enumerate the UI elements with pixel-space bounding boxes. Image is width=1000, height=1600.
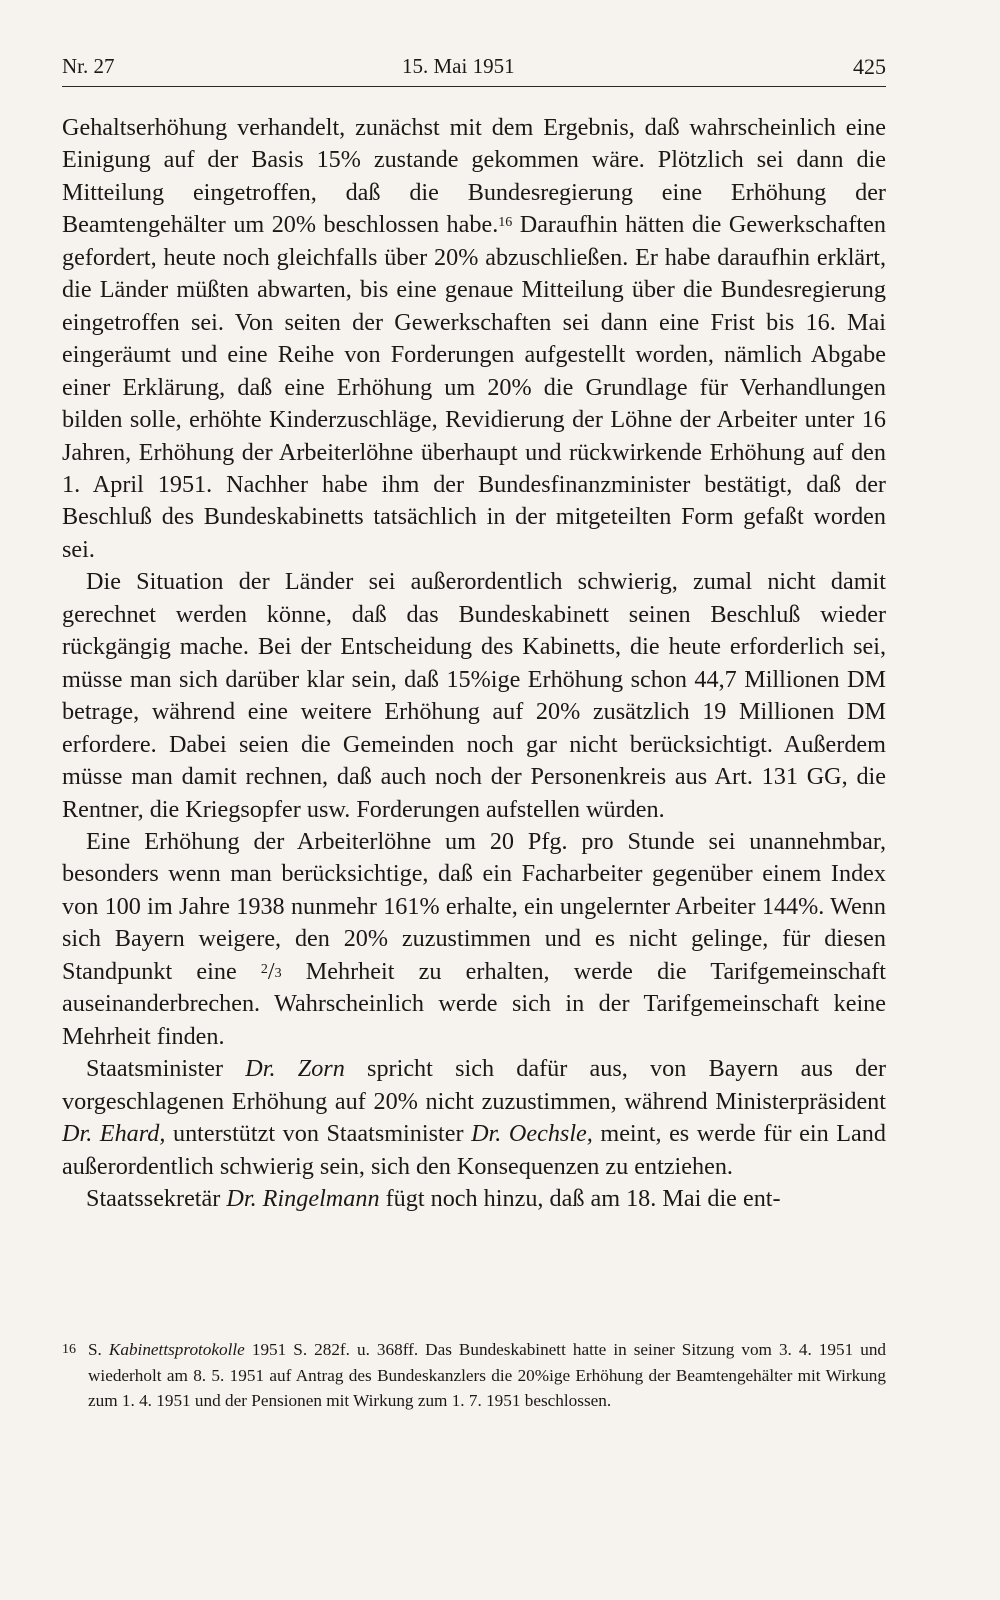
paragraph-3-text-a: Eine Erhöhung der Arbeiterlöhne um 20 Pfg. pro Stunde sei unannehmbar, besonders wenn man berücksichtige, daß ein Facharbeiter gegenüber einem Index von 100 im Jahre 1938 nunmehr 161% erhalte, ein ungelernter Arbeiter 144%. Wenn sich Bayern weigere, den 20% zuzustimmen und es nicht gelinge, für diesen Standpunkt eine [62, 827, 886, 985]
paragraph-2 [62, 566, 886, 826]
paragraph-4-text-c: unterstützt von Staatsminister [165, 1120, 472, 1148]
fraction-numerator: 2 [260, 961, 268, 977]
footnote-reference: 16 [498, 215, 513, 231]
paragraph-3 [62, 826, 886, 1053]
two-thirds-fraction [261, 959, 282, 985]
header-date: 15. Mai 1951 [402, 54, 515, 78]
fraction-denominator: 3 [274, 965, 282, 981]
footnote-text [88, 1337, 886, 1414]
paragraph-3-text-b: Mehrheit zu erhalten, werde die Tarifgemeinschaft auseinanderbrechen. Wahrscheinlich werde sich in der Tarifgemeinschaft keine Mehrheit finden. [62, 957, 886, 1050]
paragraph-2-text: Die Situation der Länder sei außerordentlich schwierig, zumal nicht damit gerechnet werden könne, daß das Bundeskabinett seinen Beschluß wieder rückgängig mache. Bei der Entscheidung des Kabinetts, die heute erforderlich sei, müsse man sich darüber klar sein, daß 15%ige Erhöhung schon 44,7 Millionen DM betrage, während eine weitere Erhöhung auf 20% zusätzlich 19 Millionen DM erfordere. Dabei seien die Gemeinden noch gar nicht berücksichtigt. Außerdem müsse man damit rechnen, daß auch noch der Personenkreis aus Art. 131 GG, die Rentner, die Kriegsopfer usw. Forderungen aufstellen würden. [62, 568, 886, 823]
speaker-name-oechsle: Dr. Oechsle, [471, 1120, 593, 1148]
paragraph-1-text-a: Gehaltserhöhung verhandelt, zunächst mit dem Ergebnis, daß wahrscheinlich eine Einigung auf der Basis 15% zustande gekommen wäre. Plötzlich sei dann die Mitteilung eingetroffen, daß die Bundesregierung eine Erhöhung der Beamtengehälter um 20% beschlossen habe. [62, 114, 886, 239]
footnote-source-title: Kabinettsprotokolle [108, 1340, 245, 1359]
speaker-name-zorn: Dr. Zorn [245, 1055, 345, 1083]
speaker-name-ehard: Dr. Ehard, [62, 1120, 166, 1148]
footnote-16 [62, 1337, 886, 1414]
paragraph-4-text-d: meint, es werde für ein Land außerordentlich schwierig sein, sich den Konsequenzen zu entziehen. [62, 1120, 886, 1180]
paragraph-5-text-b: fügt noch hinzu, daß am 18. Mai die ent- [379, 1184, 781, 1212]
paragraph-5-text-a: Staatssekretär [86, 1184, 227, 1212]
fraction-slash: / [267, 958, 275, 985]
speaker-name-ringelmann: Dr. Ringelmann [226, 1184, 380, 1212]
paragraph-1-text-b: Daraufhin hätten die Gewerkschaften gefordert, heute noch gleichfalls über 20% abzuschließen. Er habe daraufhin erklärt, die Länder müßten abwarten, bis eine genaue Mitteilung über die Bundesregierung eingetroffen sei. Von seiten der Gewerkschaften sei dann eine Frist bis 16. Mai eingeräumt und eine Reihe von Forderungen aufgestellt worden, nämlich Abgabe einer Erklärung, daß eine Erhöhung um 20% die Grundlage für Verhandlungen bilden solle, erhöhte Kinderzuschläge, Revidierung der Löhne der Arbeiter unter 16 Jahren, Erhöhung der Arbeiterlöhne überhaupt und rückwirkende Erhöhung auf den 1. April 1951. Nachher habe ihm der Bundesfinanzminister bestätigt, daß der Beschluß des Bundeskabinetts tatsächlich in der mitgeteilten Form gefaßt worden sei. [62, 211, 886, 563]
paragraph-1 [62, 112, 886, 566]
paragraph-5 [62, 1183, 886, 1215]
running-header [62, 46, 886, 87]
footnote-text-b: 1951 S. 282f. u. 368ff. Das Bundeskabinett hatte in seiner Sitzung vom 3. 4. 1951 und wiederholt am 8. 5. 1951 auf Antrag des Bundeskanzlers die 20%ige Erhöhung der Beamtengehälter mit Wirkung zum 1. 4. 1951 und der Pensionen mit Wirkung zum 1. 7. 1951 beschlossen. [88, 1340, 887, 1411]
issue-number: Nr. 27 [62, 54, 115, 78]
paragraph-4 [62, 1053, 886, 1183]
page-number: 425 [853, 54, 886, 79]
main-text [62, 112, 886, 1215]
footnote-number: 16 [62, 1342, 76, 1357]
footnote-text-a: S. [88, 1340, 109, 1359]
paragraph-4-text-b: spricht sich dafür aus, von Bayern aus der vorgeschlagenen Erhöhung auf 20% nicht zuzustimmen, während Ministerpräsident [62, 1055, 886, 1115]
paragraph-4-text-a: Staatsminister [86, 1055, 246, 1083]
